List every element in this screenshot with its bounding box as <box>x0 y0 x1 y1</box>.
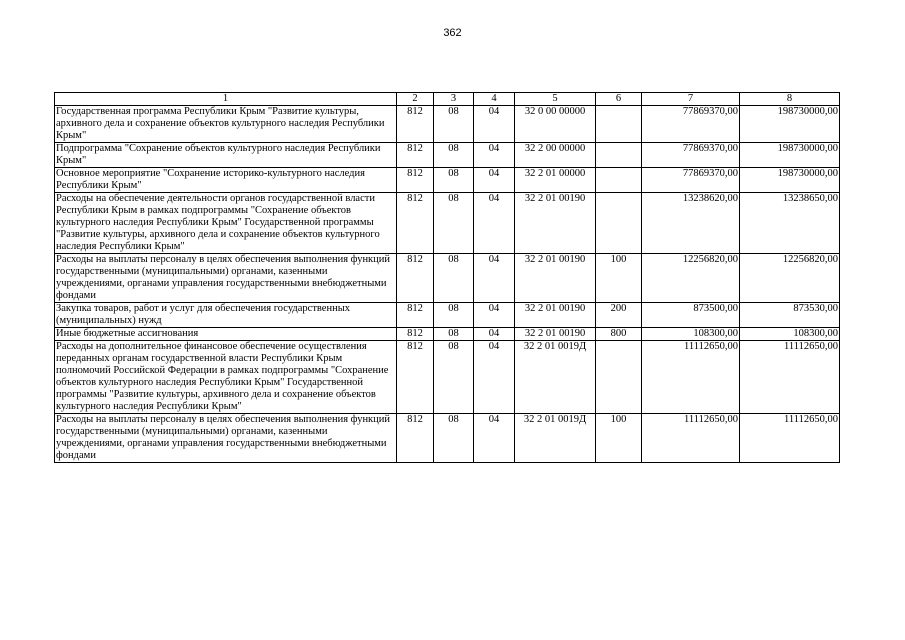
row-name: Расходы на выплаты персоналу в целях обеспечения выполнения функций государственными (муниципальными) органами, казенными учреждениями, органами управления государственными внебюджетными фондами <box>55 254 397 303</box>
row-sum1: 11112650,00 <box>642 341 740 414</box>
row-pr: 04 <box>474 414 515 463</box>
row-vr: 200 <box>596 303 642 328</box>
row-csr: 32 2 01 00190 <box>515 328 596 341</box>
row-pr: 04 <box>474 143 515 168</box>
row-pr: 04 <box>474 341 515 414</box>
row-vr: 100 <box>596 254 642 303</box>
row-sum1: 77869370,00 <box>642 106 740 143</box>
row-sum1: 13238620,00 <box>642 193 740 254</box>
budget-table <box>54 92 840 463</box>
row-pr: 04 <box>474 106 515 143</box>
column-header: 1 <box>55 93 397 106</box>
row-csr: 32 2 00 00000 <box>515 143 596 168</box>
row-sum1: 873500,00 <box>642 303 740 328</box>
row-sum1: 108300,00 <box>642 328 740 341</box>
row-vr <box>596 193 642 254</box>
row-pr: 04 <box>474 328 515 341</box>
row-gr: 812 <box>397 254 434 303</box>
row-name: Подпрограмма "Сохранение объектов культурного наследия Республики Крым" <box>55 143 397 168</box>
row-gr: 812 <box>397 106 434 143</box>
table-row <box>55 414 840 463</box>
row-csr: 32 2 01 0019Д <box>515 341 596 414</box>
column-header: 6 <box>596 93 642 106</box>
row-rz: 08 <box>434 341 474 414</box>
row-rz: 08 <box>434 168 474 193</box>
row-name: Закупка товаров, работ и услуг для обеспечения государственных (муниципальных) нужд <box>55 303 397 328</box>
column-header: 3 <box>434 93 474 106</box>
row-csr: 32 2 01 00190 <box>515 193 596 254</box>
row-name: Иные бюджетные ассигнования <box>55 328 397 341</box>
row-csr: 32 0 00 00000 <box>515 106 596 143</box>
row-pr: 04 <box>474 303 515 328</box>
row-pr: 04 <box>474 168 515 193</box>
row-rz: 08 <box>434 254 474 303</box>
table-row <box>55 193 840 254</box>
row-csr: 32 2 01 00190 <box>515 303 596 328</box>
row-gr: 812 <box>397 303 434 328</box>
row-sum1: 77869370,00 <box>642 143 740 168</box>
row-gr: 812 <box>397 328 434 341</box>
row-vr: 100 <box>596 414 642 463</box>
row-vr: 800 <box>596 328 642 341</box>
column-header: 8 <box>740 93 840 106</box>
row-gr: 812 <box>397 143 434 168</box>
row-sum2: 12256820,00 <box>740 254 840 303</box>
row-csr: 32 2 01 00000 <box>515 168 596 193</box>
row-sum2: 11112650,00 <box>740 414 840 463</box>
row-csr: 32 2 01 0019Д <box>515 414 596 463</box>
table-row <box>55 143 840 168</box>
row-name: Расходы на дополнительное финансовое обеспечение осуществления переданных органам государственной власти Республики Крым полномочий Российской Федерации в рамках подпрограммы "Сохранение объектов культурного наследия Республики Крым" Государственной программы "Развитие культуры, архивного дела и сохранение объектов культурного наследия Республики Крым" <box>55 341 397 414</box>
column-header: 7 <box>642 93 740 106</box>
row-sum2: 13238650,00 <box>740 193 840 254</box>
column-header: 4 <box>474 93 515 106</box>
row-rz: 08 <box>434 193 474 254</box>
row-sum2: 198730000,00 <box>740 143 840 168</box>
table-row <box>55 106 840 143</box>
row-sum1: 11112650,00 <box>642 414 740 463</box>
row-vr <box>596 143 642 168</box>
row-name: Основное мероприятие "Сохранение историко-культурного наследия Республики Крым" <box>55 168 397 193</box>
row-gr: 812 <box>397 341 434 414</box>
row-rz: 08 <box>434 106 474 143</box>
table-header-row <box>55 93 840 106</box>
row-name: Расходы на выплаты персоналу в целях обеспечения выполнения функций государственными (муниципальными) органами, казенными учреждениями, органами управления государственными внебюджетными фондами <box>55 414 397 463</box>
row-sum2: 108300,00 <box>740 328 840 341</box>
column-header: 2 <box>397 93 434 106</box>
row-vr <box>596 341 642 414</box>
row-name: Расходы на обеспечение деятельности органов государственной власти Республики Крым в рамках подпрограммы "Сохранение объектов культурного наследия Республики Крым" Государственной программы "Развитие культуры, архивного дела и сохранение объектов культурного наследия Республики Крым" <box>55 193 397 254</box>
row-sum2: 198730000,00 <box>740 106 840 143</box>
row-gr: 812 <box>397 414 434 463</box>
row-sum1: 77869370,00 <box>642 168 740 193</box>
row-pr: 04 <box>474 254 515 303</box>
table-row <box>55 168 840 193</box>
row-gr: 812 <box>397 168 434 193</box>
row-rz: 08 <box>434 143 474 168</box>
row-sum2: 11112650,00 <box>740 341 840 414</box>
table-row <box>55 254 840 303</box>
row-gr: 812 <box>397 193 434 254</box>
table-row <box>55 328 840 341</box>
row-rz: 08 <box>434 328 474 341</box>
row-vr <box>596 168 642 193</box>
table-row <box>55 341 840 414</box>
row-sum1: 12256820,00 <box>642 254 740 303</box>
row-sum2: 198730000,00 <box>740 168 840 193</box>
row-vr <box>596 106 642 143</box>
row-rz: 08 <box>434 303 474 328</box>
table-row <box>55 303 840 328</box>
row-pr: 04 <box>474 193 515 254</box>
row-rz: 08 <box>434 414 474 463</box>
column-header: 5 <box>515 93 596 106</box>
row-name: Государственная программа Республики Крым "Развитие культуры, архивного дела и сохранение объектов культурного наследия Республики Крым" <box>55 106 397 143</box>
row-csr: 32 2 01 00190 <box>515 254 596 303</box>
page-number: 362 <box>443 27 462 39</box>
row-sum2: 873530,00 <box>740 303 840 328</box>
